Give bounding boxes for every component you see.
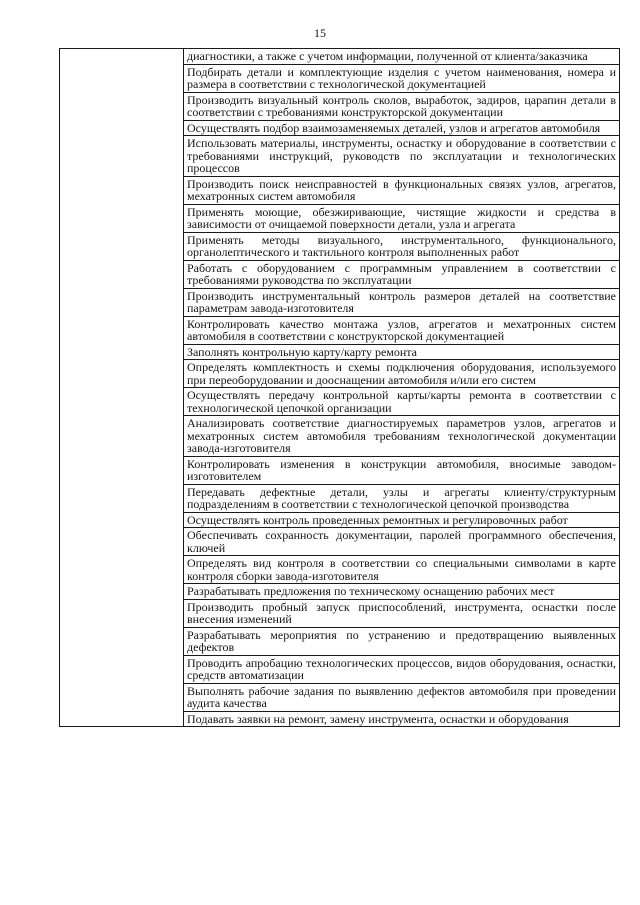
table-row: [60, 49, 620, 65]
skill-cell: [184, 176, 620, 204]
skills-table: [59, 48, 620, 727]
skill-text: Контролировать качество монтажа узлов, агрегатов и мехатронных систем автомобиля в соответствии с конструкторской документацией: [187, 316, 616, 343]
skill-cell: [184, 204, 620, 232]
skill-cell: [184, 512, 620, 528]
skill-text: Производить пробный запуск приспособлений, инструмента, оснастки после внесения изменений: [187, 599, 616, 626]
skill-cell: [184, 344, 620, 360]
skill-text: Определять вид контроля в соответствии со специальными символами в карте контроля сборки завода-изготовителя: [187, 556, 616, 583]
skill-text: Подавать заявки на ремонт, замену инструмента, оснастки и оборудования: [187, 711, 569, 726]
skill-text: Производить поиск неисправностей в функциональных связях узлов, агрегатов, мехатронных систем автомобиля: [187, 176, 616, 203]
skill-cell: [184, 627, 620, 655]
skill-text: Осуществлять подбор взаимозаменяемых деталей, узлов и агрегатов автомобиля: [187, 120, 601, 135]
skill-cell: [184, 528, 620, 556]
skill-cell: [184, 655, 620, 683]
skill-text: диагностики, а также с учетом информации, полученной от клиента/заказчика: [187, 49, 588, 63]
skill-cell: [184, 288, 620, 316]
skill-cell: [184, 92, 620, 120]
skill-cell: [184, 711, 620, 727]
skill-text: Производить визуальный контроль сколов, выработок, задиров, царапин детали в соответствии с требованиями конструкторской документации: [187, 92, 616, 119]
skill-text: Осуществлять передачу контрольной карты/карты ремонта в соответствии с технологической цепочкой организации: [187, 388, 616, 415]
skill-cell: [184, 64, 620, 92]
skill-text: Применять моющие, обезжиривающие, чистящие жидкости и средства в зависимости от очищаемой поверхности детали, узла и агрегата: [187, 204, 616, 231]
skill-text: Проводить апробацию технологических процессов, видов оборудования, оснастки, средств автоматизации: [187, 655, 616, 682]
skill-text: Анализировать соответствие диагностируемых параметров узлов, агрегатов и мехатронных систем автомобиля требованиям технологической документации завода-изготовителя: [187, 416, 616, 455]
empty-left-column-cell: [60, 49, 184, 727]
skill-cell: [184, 584, 620, 600]
page-number: 15: [314, 26, 326, 40]
skill-text: Осуществлять контроль проведенных ремонтных и регулировочных работ: [187, 512, 568, 527]
skill-cell: [184, 683, 620, 711]
skill-text: Выполнять рабочие задания по выявлению дефектов автомобиля при проведении аудита качества: [187, 683, 616, 710]
skill-cell: [184, 49, 620, 65]
skill-text: Разрабатывать предложения по техническому оснащению рабочих мест: [187, 584, 555, 598]
skill-text: Применять методы визуального, инструментального, функционального, органолептического и тактильного контроля выполненных работ: [187, 232, 616, 259]
skill-cell: [184, 599, 620, 627]
skill-text: Передавать дефектные детали, узлы и агрегаты клиенту/структурным подразделениям в соответствии с технологической цепочкой производства: [187, 484, 616, 511]
skill-cell: [184, 260, 620, 288]
skill-text: Работать с оборудованием с программным управлением в соответствии с требованиями руководства по эксплуатации: [187, 260, 616, 287]
skill-cell: [184, 120, 620, 136]
skill-text: Обеспечивать сохранность документации, паролей программного обеспечения, ключей: [187, 528, 616, 555]
skill-cell: [184, 232, 620, 260]
skill-cell: [184, 416, 620, 457]
skill-text: Использовать материалы, инструменты, оснастку и оборудование в соответствии с требованиями инструкций, руководств по эксплуатации и технологических процессов: [187, 136, 616, 175]
skill-text: Производить инструментальный контроль размеров деталей на соответствие параметрам завода-изготовителя: [187, 288, 616, 315]
skill-cell: [184, 316, 620, 344]
skill-cell: [184, 456, 620, 484]
skill-text: Подбирать детали и комплектующие изделия с учетом наименования, номера и размера в соответствии с технологической документацией: [187, 64, 616, 91]
skill-text: Определять комплектность и схемы подключения оборудования, используемого при переоборудовании и дооснащении автомобиля и/или его систем: [187, 360, 616, 387]
skill-cell: [184, 484, 620, 512]
skill-text: Контролировать изменения в конструкции автомобиля, вносимые заводом-изготовителем: [187, 456, 616, 483]
skill-cell: [184, 556, 620, 584]
skill-text: Разрабатывать мероприятия по устранению и предотвращению выявленных дефектов: [187, 627, 616, 654]
skill-text: Заполнять контрольную карту/карту ремонта: [187, 344, 418, 359]
skill-cell: [184, 388, 620, 416]
skill-cell: [184, 360, 620, 388]
skill-cell: [184, 136, 620, 177]
